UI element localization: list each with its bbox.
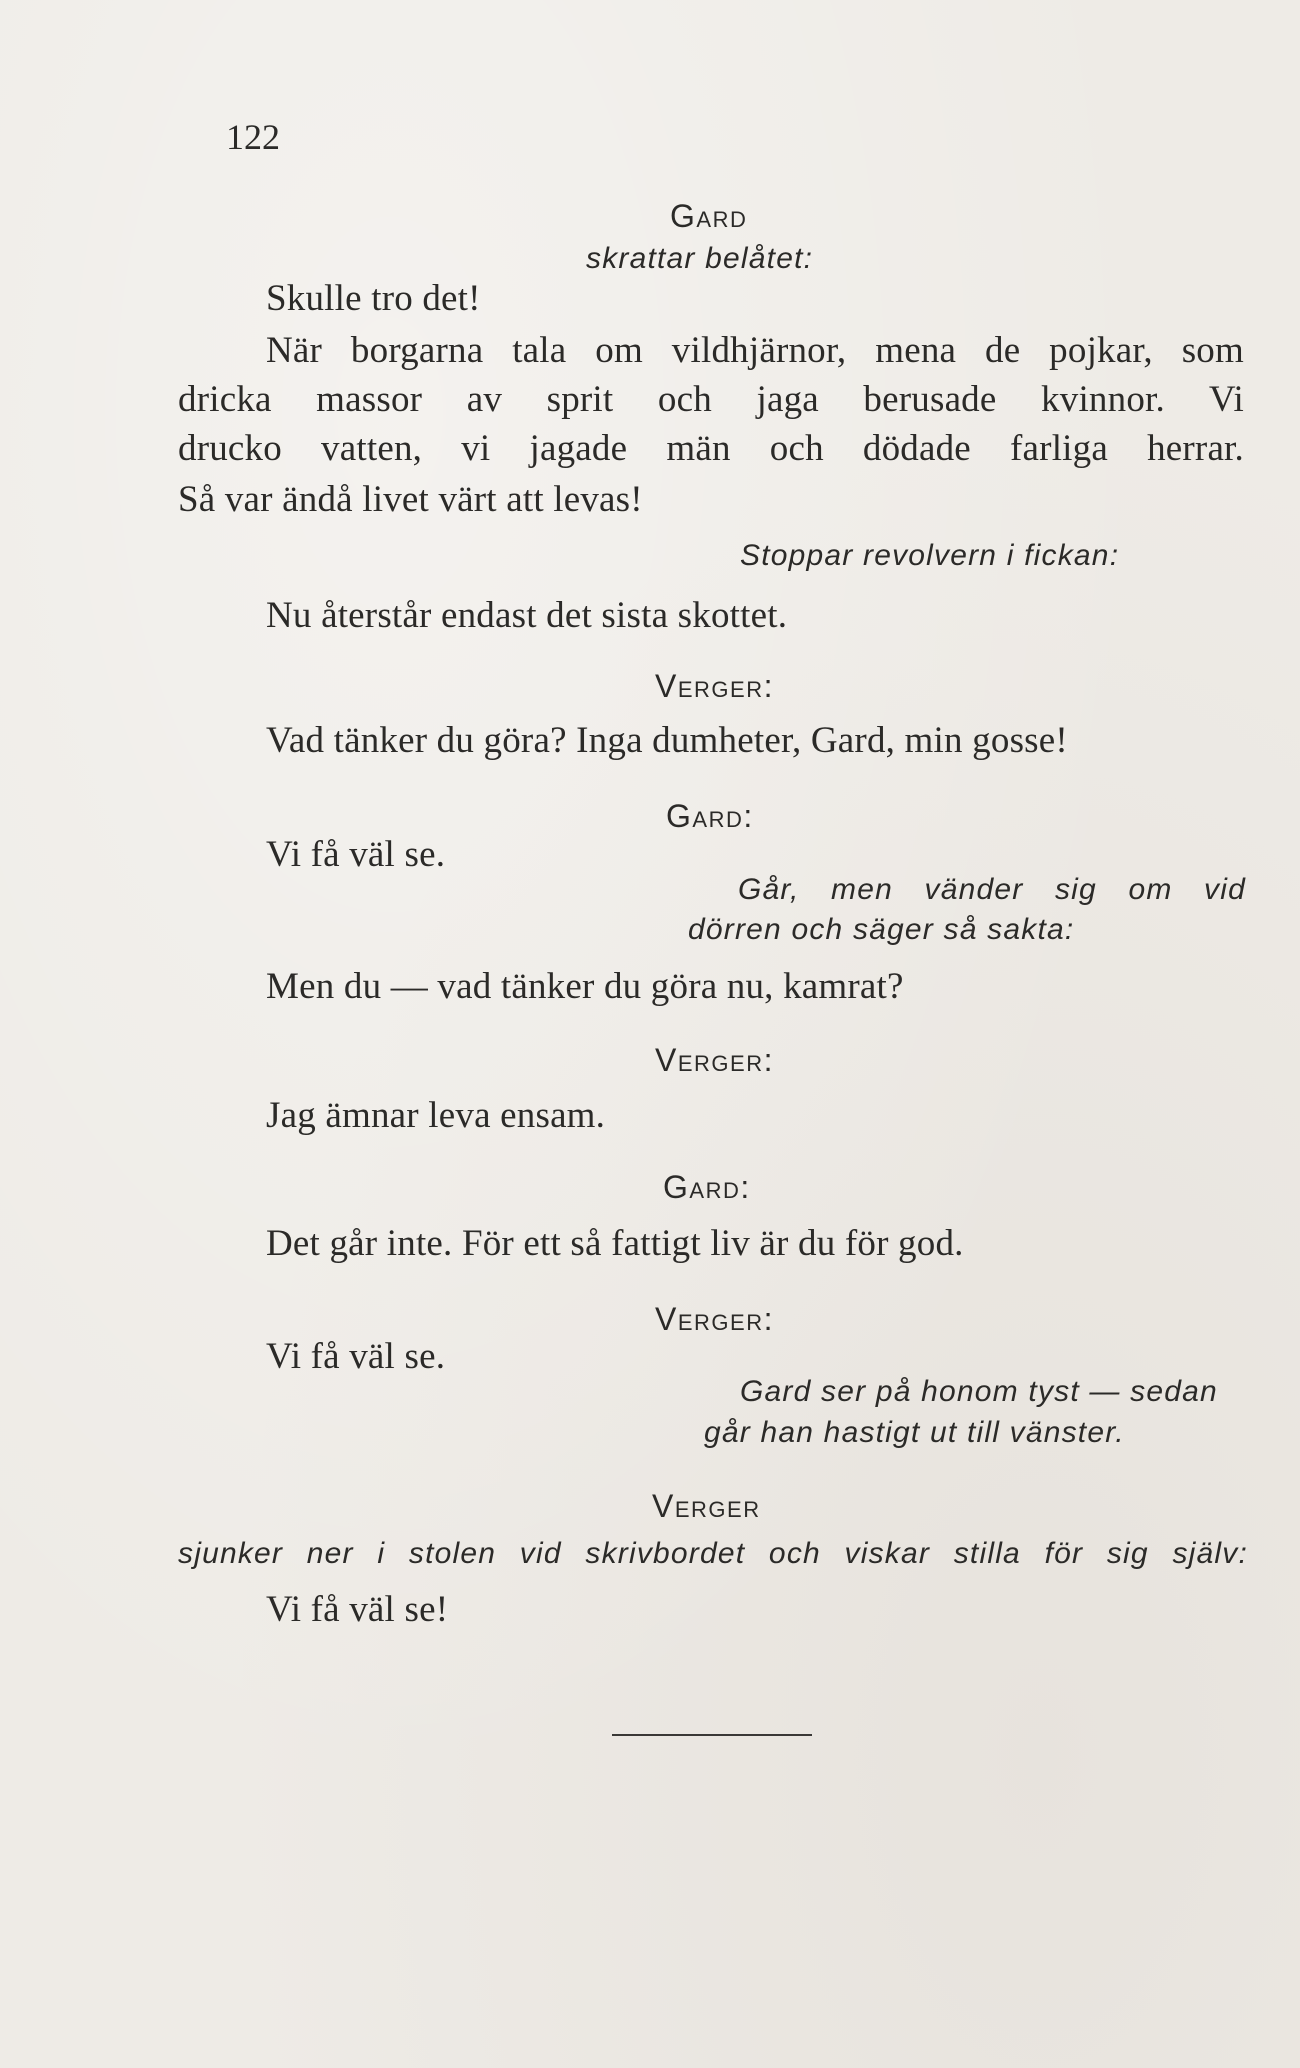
stage-direction: går han hastigt ut till vänster.: [704, 1416, 1125, 1449]
speaker-verger: Verger:: [655, 1301, 774, 1337]
dialogue-line: Skulle tro det!: [266, 278, 481, 319]
speaker-verger: Verger:: [655, 1042, 774, 1078]
speaker-gard: Gard:: [666, 798, 754, 834]
dialogue-line: Vad tänker du göra? Inga dumheter, Gard, min gosse!: [266, 720, 1068, 761]
dialogue-line: Jag ämnar leva ensam.: [266, 1095, 606, 1136]
dialogue-line: När borgarna tala om vildhjärnor, mena de pojkar, som: [266, 330, 1244, 371]
dialogue-line: dricka massor av sprit och jaga berusade kvinnor. Vi: [178, 379, 1244, 420]
speaker-gard: Gard: [670, 198, 748, 234]
dialogue-line: Vi få väl se.: [266, 1336, 446, 1377]
section-end-rule: [612, 1734, 812, 1736]
dialogue-line: Vi få väl se.: [266, 834, 446, 875]
stage-direction: dörren och säger så sakta:: [688, 913, 1075, 946]
dialogue-line: drucko vatten, vi jagade män och dödade farliga herrar.: [178, 428, 1244, 469]
stage-direction: sjunker ner i stolen vid skrivbordet och viskar stilla för sig själv:: [178, 1537, 1248, 1570]
dialogue-line: Men du — vad tänker du göra nu, kamrat?: [266, 966, 904, 1007]
speaker-gard: Gard:: [663, 1169, 751, 1205]
dialogue-line: Det går inte. För ett så fattigt liv är du för god.: [266, 1223, 964, 1264]
speaker-verger: Verger: [652, 1488, 761, 1524]
stage-direction: Gard ser på honom tyst — sedan: [740, 1375, 1218, 1408]
dialogue-line: Så var ändå livet värt att levas!: [178, 479, 643, 520]
speaker-verger: Verger:: [655, 668, 774, 704]
stage-direction: Går, men vänder sig om vid: [738, 873, 1246, 906]
page-number: 122: [226, 117, 280, 157]
stage-direction: skrattar belåtet:: [586, 242, 814, 275]
dialogue-line: Nu återstår endast det sista skottet.: [266, 595, 788, 636]
stage-direction: Stoppar revolvern i fickan:: [740, 539, 1120, 572]
dialogue-line: Vi få väl se!: [266, 1589, 449, 1630]
